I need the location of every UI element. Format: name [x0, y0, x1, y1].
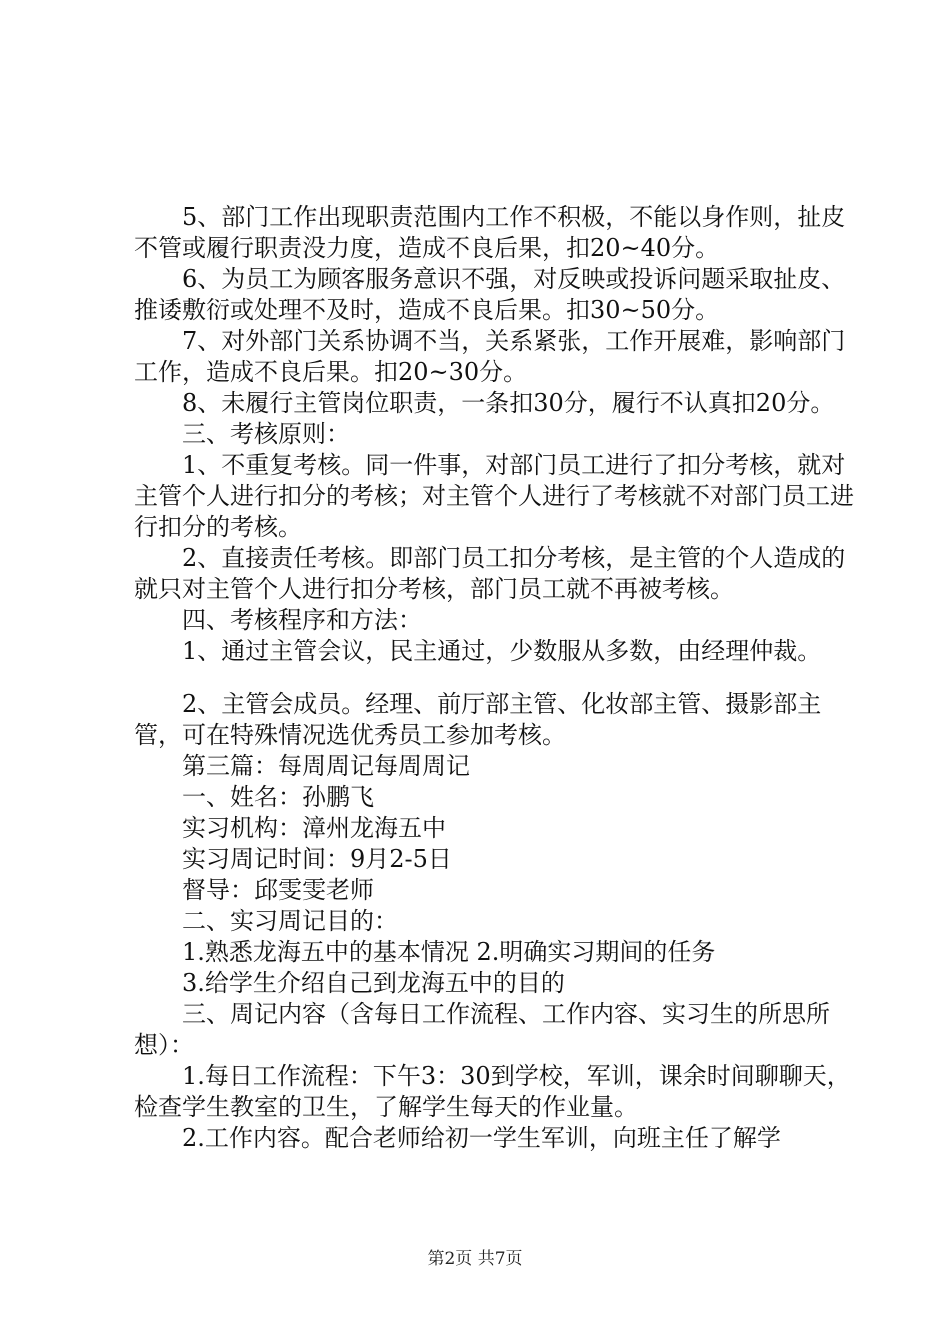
section-heading-purpose: 二、实习周记目的：	[182, 907, 398, 935]
section-heading-principles: 三、考核原则：	[182, 420, 350, 448]
content-2: 2.工作内容。配合老师给初一学生军训，向班主任了解学	[182, 1124, 781, 1152]
date-line: 实习周记时间：9月2-5日	[182, 845, 452, 873]
principle-2: 2、直接责任考核。即部门员工扣分考核，是主管的个人造成的就只对主管个人进行扣分考核，部门员工就不再被考核。	[134, 544, 846, 603]
procedure-2: 2、主管会成员。经理、前厅部主管、化妆部主管、摄影部主管，可在特殊情况选优秀员工参加考核。	[134, 690, 822, 749]
content-1: 1.每日工作流程：下午3：30到学校，军训，课余时间聊聊天，检查学生教室的卫生，了解学生每天的作业量。	[134, 1062, 851, 1121]
purpose-1-2: 1.熟悉龙海五中的基本情况 2.明确实习期间的任务	[182, 938, 716, 966]
paragraph-item-5: 5、部门工作出现职责范围内工作不积极，不能以身作则，扯皮不管或履行职责没力度，造成不良后果，扣20~40分。	[134, 203, 846, 262]
paragraph-item-8: 8、未履行主管岗位职责，一条扣30分，履行不认真扣20分。	[182, 389, 835, 417]
page-number-footer: 第2页 共7页	[427, 1249, 523, 1269]
name-line: 一、姓名：孙鹏飞	[182, 783, 374, 811]
procedure-1: 1、通过主管会议，民主通过，少数服从多数，由经理仲裁。	[182, 637, 822, 665]
chapter-title: 第三篇：每周周记每周周记	[182, 752, 470, 780]
document-body	[134, 202, 854, 1154]
section-heading-content: 三、周记内容（含每日工作流程、工作内容、实习生的所思所想）：	[134, 1000, 830, 1059]
paragraph-item-7: 7、对外部门关系协调不当，关系紧张，工作开展难，影响部门工作，造成不良后果。扣20~30分。	[134, 327, 846, 386]
section-heading-procedure: 四、考核程序和方法：	[182, 606, 422, 634]
institution-line: 实习机构：漳州龙海五中	[182, 814, 446, 842]
paragraph-item-6: 6、为员工为顾客服务意识不强，对反映或投诉问题采取扯皮、推诿敷衍或处理不及时，造成不良后果。扣30~50分。	[134, 265, 846, 324]
principle-1: 1、不重复考核。同一件事，对部门员工进行了扣分考核，就对主管个人进行扣分的考核；对主管个人进行了考核就不对部门员工进行扣分的考核。	[134, 451, 854, 541]
supervisor-line: 督导：邱雯雯老师	[182, 876, 374, 904]
purpose-3: 3.给学生介绍自己到龙海五中的目的	[182, 969, 565, 997]
